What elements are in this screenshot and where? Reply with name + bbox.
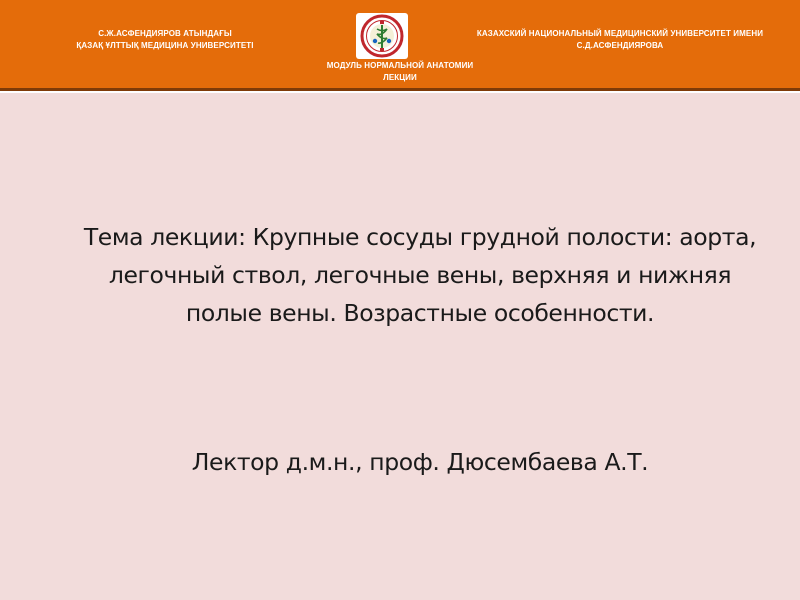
lecture-topic-line2: легочный ствол, легочные вены, верхняя и нижняя: [108, 261, 732, 289]
university-name-kazakh-line1: С.Ж.АСФЕНДИЯРОВ АТЫНДАҒЫ: [98, 29, 232, 38]
university-name-russian-line2: С.Д.АСФЕНДИЯРОВА: [576, 41, 664, 50]
module-title-line2: ЛЕКЦИИ: [383, 73, 417, 82]
university-name-russian: [440, 28, 800, 52]
lecture-topic: [40, 218, 800, 332]
university-name-russian-line1: КАЗАХСКИЙ НАЦИОНАЛЬНЫЙ МЕДИЦИНСКИЙ УНИВЕРСИТЕТ ИМЕНИ: [476, 29, 764, 38]
header-banner: [0, 0, 800, 88]
university-emblem-icon: [356, 13, 408, 59]
lecturer-name: Лектор д.м.н., проф. Дюсембаева А.Т.: [191, 448, 649, 476]
lecture-topic-line3: полые вены. Возрастные особенности.: [185, 299, 655, 327]
university-name-kazakh-line2: ҚАЗАҚ ҰЛТТЫҚ МЕДИЦИНА УНИВЕРСИТЕТІ: [76, 41, 254, 50]
lecture-topic-line1: Тема лекции: Крупные сосуды грудной полости: аорта,: [83, 223, 757, 251]
university-name-kazakh: [40, 28, 290, 52]
module-title-line1: МОДУЛЬ НОРМАЛЬНОЙ АНАТОМИИ: [326, 61, 474, 70]
module-title: [290, 60, 510, 84]
header-divider-highlight: [0, 91, 800, 93]
